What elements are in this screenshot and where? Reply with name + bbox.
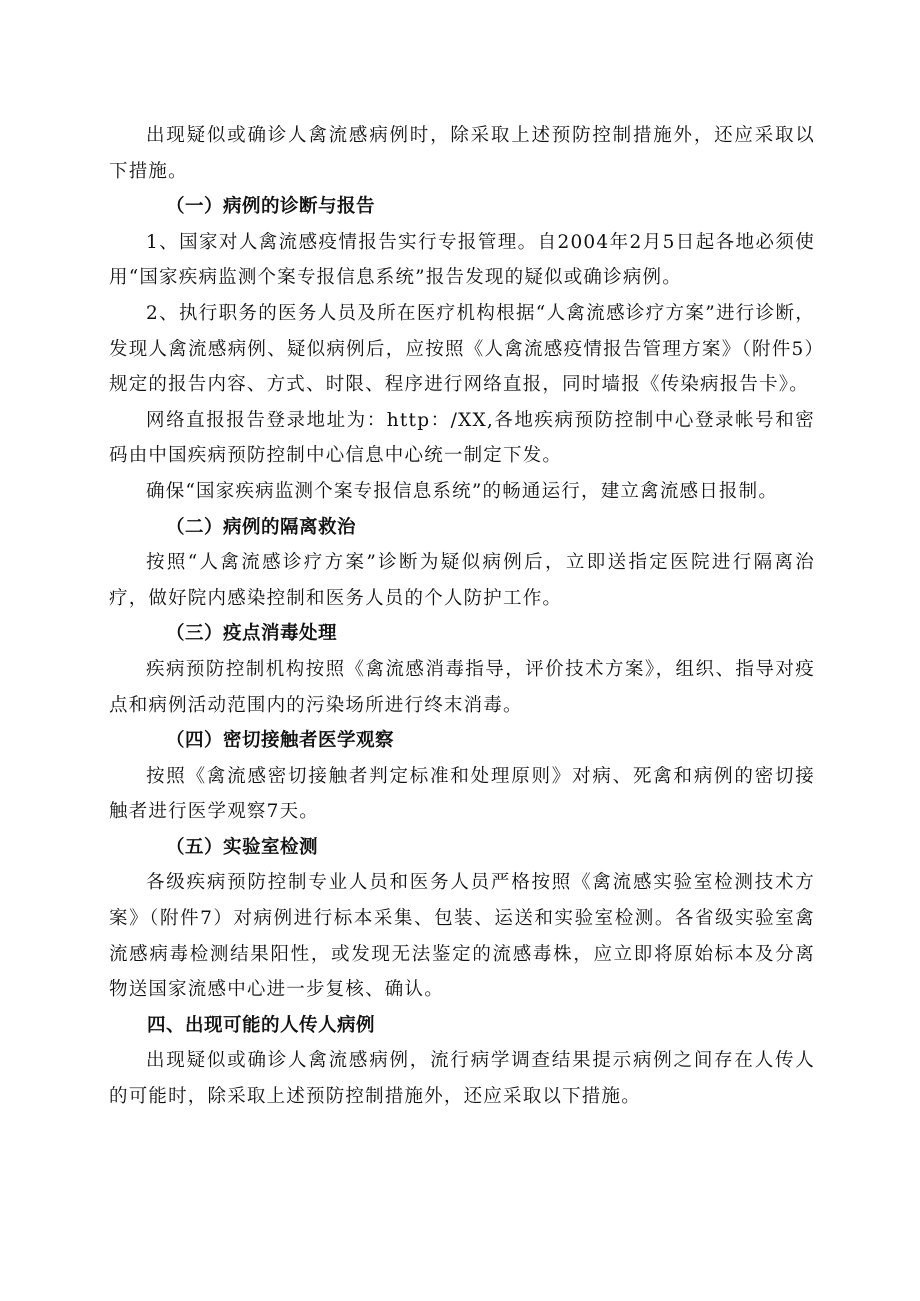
section-heading-diagnosis-report: （一）病例的诊断与报告 <box>166 196 376 218</box>
paragraph-network-login: 网络直报报告登录地址为：http：/XX,各地疾病预防控制中心登录帐号和密码由中国疾病预防控制中心信息中心统一制定下发。 <box>109 409 815 467</box>
section-heading-isolation-treatment: （二）病例的隔离救治 <box>166 516 357 538</box>
section-heading-human-to-human: 四、出现可能的人传人病例 <box>147 1014 376 1036</box>
section-heading-disinfection: （三）疫点消毒处理 <box>166 623 338 645</box>
section-heading-contact-observation: （四）密切接触者医学观察 <box>166 730 395 752</box>
paragraph-intro: 出现疑似或确诊人禽流感病例时，除采取上述预防控制措施外，还应采取以下措施。 <box>109 125 815 182</box>
paragraph-lab-testing: 各级疾病预防控制专业人员和医务人员严格按照《禽流感实验室检测技术方案》（附件7）对病例进行标本采集、包装、运送和实验室检测。各省级实验室禽流感病毒检测结果阳性，或发现无法鉴定的流感毒株，应立即将原始标本及分离物送国家流感中心进一步复核、确认。 <box>109 872 815 1001</box>
paragraph-disinfection: 疾病预防控制机构按照《禽流感消毒指导，评价技术方案》，组织、指导对疫点和病例活动范围内的污染场所进行终末消毒。 <box>109 658 815 716</box>
paragraph-human-to-human: 出现疑似或确诊人禽流感病例，流行病学调查结果提示病例之间存在人传人的可能时，除采取上述预防控制措施外，还应采取以下措施。 <box>109 1050 815 1108</box>
paragraph-isolation: 按照“人禽流感诊疗方案”诊断为疑似病例后，立即送指定医院进行隔离治疗，做好院内感染控制和医务人员的个人防护工作。 <box>109 552 815 609</box>
paragraph-report-management: 1、国家对人禽流感疫情报告实行专报管理。自2004年2月5日起各地必须使用“国家疾病监测个案专报信息系统”报告发现的疑似或确诊病例。 <box>109 231 815 289</box>
document-body <box>109 118 815 1115</box>
paragraph-system-operation: 确保“国家疾病监测个案专报信息系统”的畅通运行，建立禽流感日报制。 <box>146 480 779 502</box>
section-heading-lab-testing: （五）实验室检测 <box>166 836 319 858</box>
paragraph-medical-staff-reporting: 2、执行职务的医务人员及所在医疗机构根据“人禽流感诊疗方案”进行诊断，发现人禽流感病例、疑似病例后，应按照《人禽流感疫情报告管理方案》（附件5）规定的报告内容、方式、时限、程序进行网络直报，同时墙报《传染病报告卡》。 <box>109 302 815 396</box>
paragraph-contact-observation: 按照《禽流感密切接触者判定标准和处理原则》对病、死禽和病例的密切接触者进行医学观察7天。 <box>109 765 815 823</box>
